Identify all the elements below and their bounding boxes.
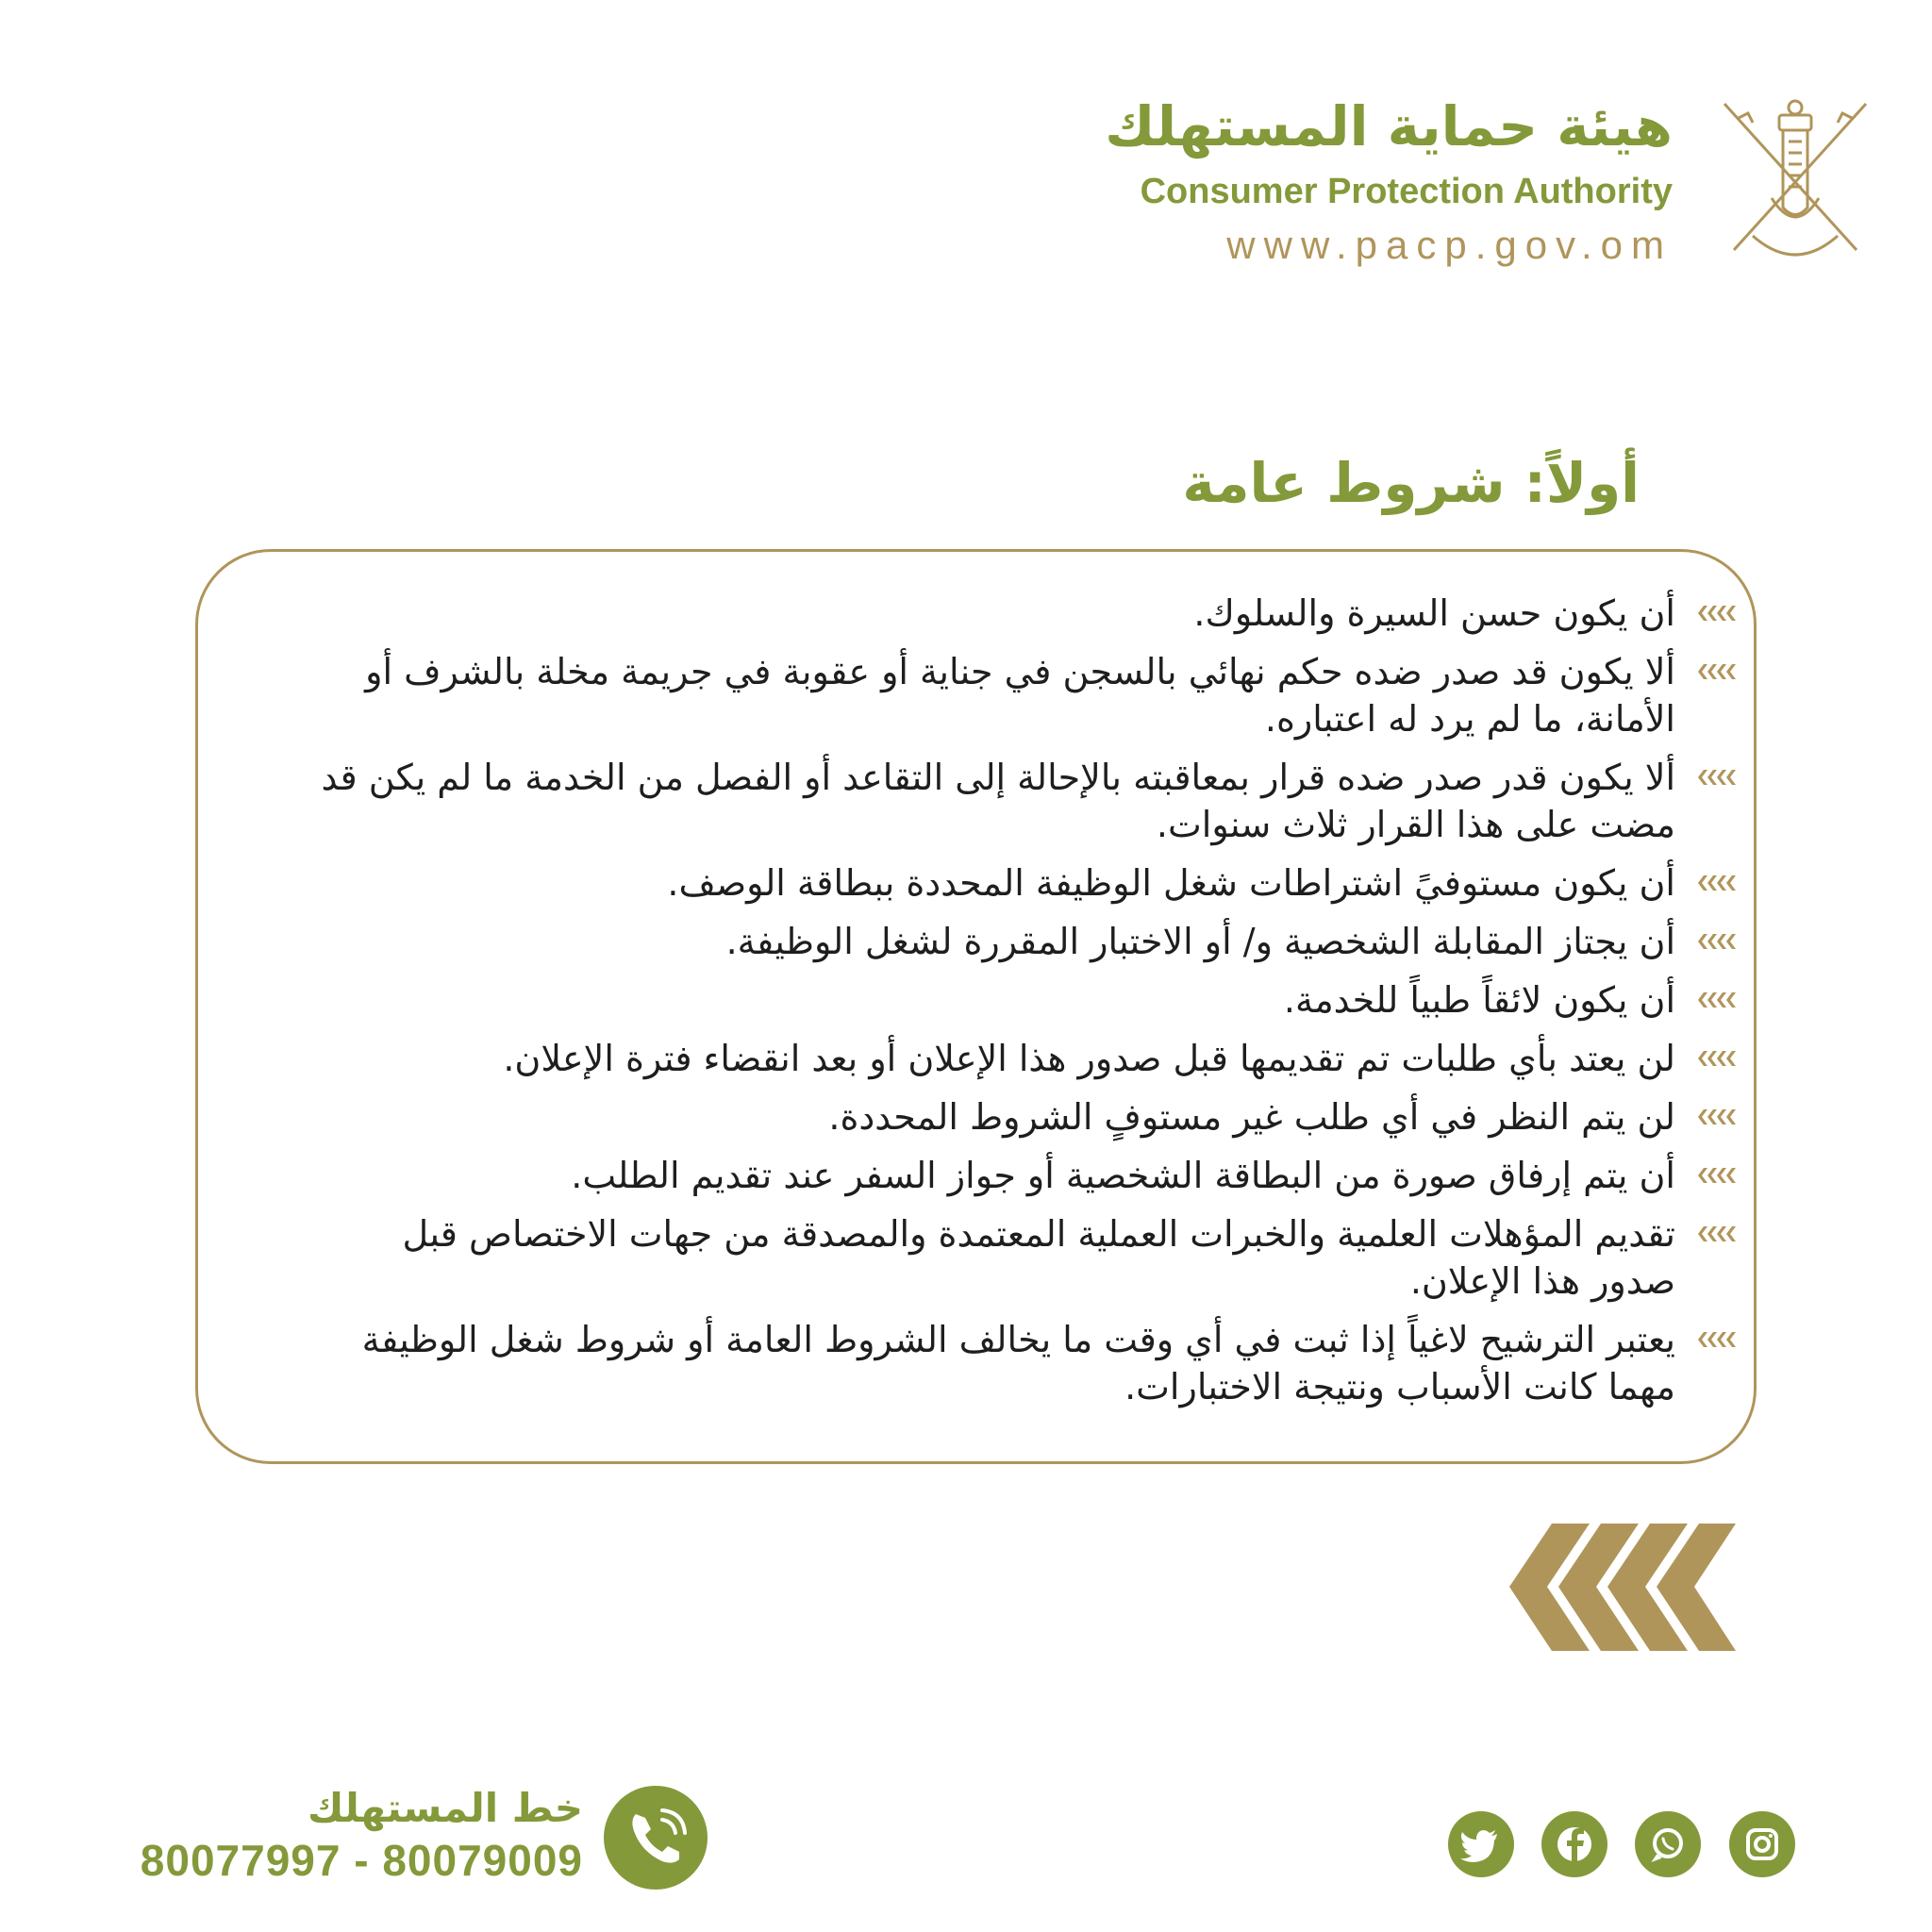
org-name-arabic: هيئة حماية المستهلك bbox=[1105, 94, 1673, 158]
phone-icon[interactable] bbox=[604, 1786, 708, 1890]
condition-text: أن يتم إرفاق صورة من البطاقة الشخصية أو جواز السفر عند تقديم الطلب. bbox=[571, 1155, 1675, 1196]
chevron-bullet-icon bbox=[1690, 660, 1736, 683]
condition-item bbox=[319, 1152, 1677, 1199]
condition-text: لن يعتد بأي طلبات تم تقديمها قبل صدور هذا الإعلان أو بعد انقضاء فترة الإعلان. bbox=[503, 1038, 1675, 1079]
hotline-numbers[interactable]: 80077997 - 80079009 bbox=[140, 1836, 583, 1885]
chevron-bullet-icon bbox=[1690, 1106, 1736, 1128]
conditions-list bbox=[319, 590, 1677, 1422]
condition-text: تقديم المؤهلات العلمية والخبرات العملية المعتمدة والمصدقة من جهات الاختصاص قبل صدور هذا الإعلان. bbox=[402, 1213, 1675, 1302]
chevron-bullet-icon bbox=[1690, 1328, 1736, 1351]
facebook-icon[interactable] bbox=[1541, 1811, 1607, 1877]
condition-item bbox=[319, 754, 1677, 848]
chevron-bullet-icon bbox=[1690, 602, 1736, 625]
decorative-chevrons-icon bbox=[1509, 1524, 1736, 1651]
condition-text: ألا يكون قدر صدر ضده قرار بمعاقبته بالإحالة إلى التقاعد أو الفصل من الخدمة ما لم يكن قد مضت على هذا القرار ثلاث سنوات. bbox=[321, 757, 1675, 845]
whatsapp-icon[interactable] bbox=[1635, 1811, 1701, 1877]
condition-item bbox=[319, 1093, 1677, 1141]
instagram-icon[interactable] bbox=[1729, 1811, 1795, 1877]
condition-text: أن يكون لائقاً طبياً للخدمة. bbox=[1283, 979, 1675, 1021]
header bbox=[555, 94, 1875, 283]
condition-item bbox=[319, 918, 1677, 965]
website-link[interactable]: www.pacp.gov.om bbox=[1226, 223, 1673, 267]
condition-text: ألا يكون قد صدر ضده حكم نهائي بالسجن في جناية أو عقوبة في جريمة مخلة بالشرف أو الأمانة، ما لم يرد له اعتباره. bbox=[365, 651, 1675, 740]
condition-text: لن يتم النظر في أي طلب غير مستوفٍ الشروط المحددة. bbox=[828, 1096, 1675, 1138]
condition-text: أن يكون حسن السيرة والسلوك. bbox=[1193, 592, 1675, 634]
condition-item bbox=[319, 976, 1677, 1024]
condition-item bbox=[319, 1316, 1677, 1410]
condition-item bbox=[319, 859, 1677, 907]
section-title: أولاً: شروط عامة bbox=[1182, 451, 1640, 515]
condition-item bbox=[319, 648, 1677, 742]
condition-item bbox=[319, 1210, 1677, 1305]
condition-item bbox=[319, 1035, 1677, 1082]
hotline-label: خط المستهلك bbox=[307, 1785, 583, 1831]
chevron-bullet-icon bbox=[1690, 1164, 1736, 1187]
chevron-bullet-icon bbox=[1690, 1223, 1736, 1245]
oman-emblem-icon bbox=[1715, 94, 1875, 264]
chevron-bullet-icon bbox=[1690, 1047, 1736, 1070]
chevron-bullet-icon bbox=[1690, 872, 1736, 894]
chevron-bullet-icon bbox=[1690, 930, 1736, 953]
condition-text: أن يجتاز المقابلة الشخصية و/ أو الاختبار المقررة لشغل الوظيفة. bbox=[725, 921, 1675, 962]
condition-text: يعتبر الترشيح لاغياً إذا ثبت في أي وقت ما يخالف الشروط العامة أو شروط شغل الوظيفة مهما كانت الأسباب ونتيجة الاختبارات. bbox=[361, 1319, 1675, 1407]
condition-item bbox=[319, 590, 1677, 637]
condition-text: أن يكون مستوفيً اشتراطات شغل الوظيفة المحددة ببطاقة الوصف. bbox=[667, 862, 1675, 904]
twitter-icon[interactable] bbox=[1448, 1811, 1514, 1877]
chevron-bullet-icon bbox=[1690, 766, 1736, 789]
chevron-bullet-icon bbox=[1690, 989, 1736, 1011]
org-name-english: Consumer Protection Authority bbox=[1140, 172, 1673, 211]
